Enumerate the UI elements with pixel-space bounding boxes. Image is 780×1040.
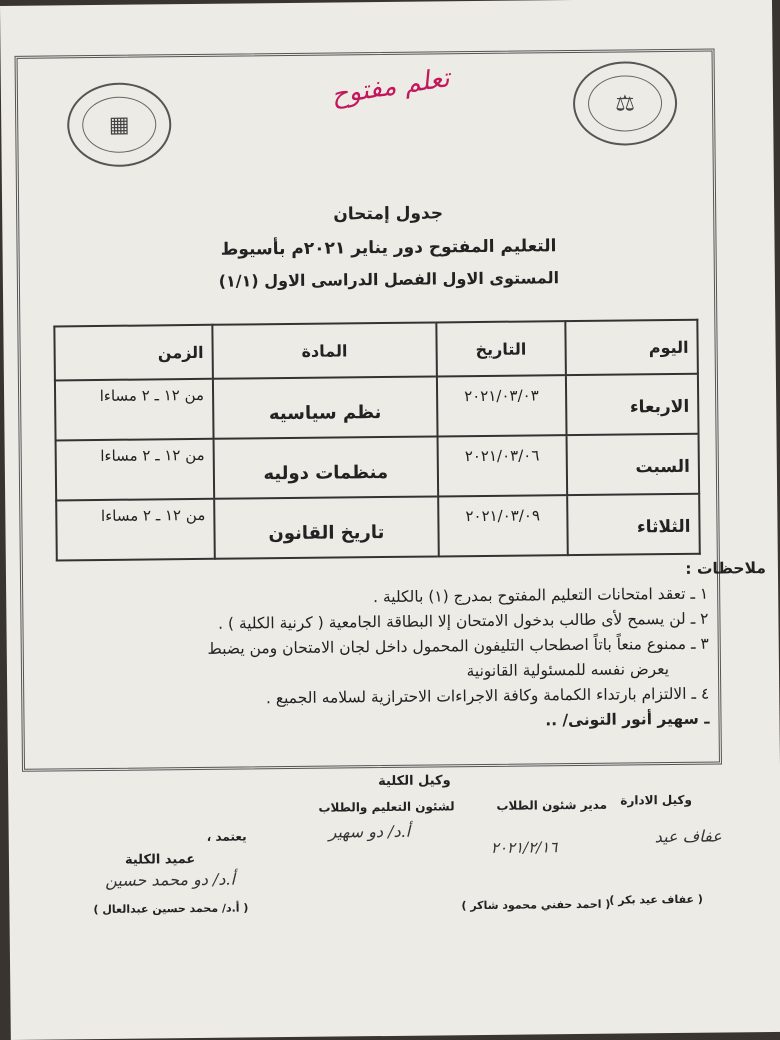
- row-day: الثلاثاء: [636, 516, 691, 538]
- row-time: من ١٢ ـ ٢ مساءا: [99, 385, 205, 405]
- approved-label: يعتمد ،: [206, 829, 247, 844]
- header-subject: المادة: [212, 322, 436, 378]
- row-date: ٢٠٢١/٠٣/٠٦: [464, 446, 540, 466]
- row-time: من ١٢ ـ ٢ مساءا: [100, 445, 205, 465]
- table-row: [55, 374, 699, 441]
- dean-name: ( أ.د/ محمد حسين عبدالعال ): [93, 901, 249, 917]
- building-icon: ▦: [82, 96, 157, 153]
- row-subject: تاريخ القانون: [268, 522, 385, 545]
- dean-title: عميد الكلية: [124, 852, 196, 868]
- note-item: ـ سهير أنور التونى/ ..: [545, 709, 710, 730]
- row-day: السبت: [635, 456, 690, 478]
- vice-dean-title: وكيل الكلية: [378, 773, 451, 790]
- note-item: ١ ـ تعقد امتحانات التعليم المفتوح بمدرج (١) بالكلية .: [372, 584, 709, 607]
- row-subject: نظم سياسيه: [268, 402, 382, 425]
- note-item: ٣ ـ ممنوع منعاً باتاً اصطحاب التليفون المحمول داخل لجان الامتحان ومن يضبط: [207, 634, 709, 658]
- table-row: [56, 494, 700, 561]
- admin-vice-title: وكيل الادارة: [620, 792, 692, 808]
- row-date: ٢٠٢١/٠٣/٠٣: [464, 386, 539, 406]
- row-date: ٢٠٢١/٠٣/٠٩: [465, 506, 541, 526]
- row-subject: منظمات دوليه: [263, 461, 389, 485]
- table-header-row: [54, 320, 698, 381]
- date-signature: ٢٠٢١/٢/١٦: [490, 838, 558, 857]
- note-item: ٤ ـ الالتزام بارتداء الكمامة وكافة الاجراءات الاحترازية لسلامه الجميع .: [265, 684, 710, 708]
- notes-section: [68, 557, 767, 739]
- row-day: الاربعاء: [629, 396, 690, 418]
- row-time: من ١٢ ـ ٢ مساءا: [100, 505, 206, 525]
- notes-heading: ملاحظات :: [685, 559, 767, 578]
- header-time: الزمن: [54, 325, 213, 381]
- note-item: ٢ ـ لن يسمح لأى طالب بدخول الامتحان إلا البطاقة الجامعية ( كرنية الكلية ) .: [217, 609, 709, 633]
- table-row: [56, 434, 700, 501]
- students-director-title: مدير شئون الطلاب: [496, 797, 608, 813]
- header-day: اليوم: [565, 320, 698, 375]
- admin-vice-name: ( عفاف عيد بكر ): [609, 892, 703, 907]
- title-line-2: التعليم المفتوح دور يناير ٢٠٢١م بأسيوط: [220, 236, 557, 260]
- admin-signature: عفاف عيد: [654, 826, 722, 847]
- students-director-name: ( احمد حفني محمود شاكر ): [461, 897, 611, 913]
- dean-signature: أ.د/ دو محمد حسين: [105, 869, 236, 890]
- header-date: التاريخ: [436, 321, 566, 376]
- handwritten-note: تعلم مفتوح: [329, 63, 452, 111]
- exam-schedule-table: [53, 319, 700, 562]
- title-line-3: المستوى الاول الفصل الدراسى الاول (١/١): [218, 268, 560, 291]
- vice-dean-signature: أ.د/ دو سهير: [328, 821, 411, 842]
- vice-dean-subtitle: لشئون التعليم والطلاب: [318, 799, 455, 815]
- note-item: يعرض نفسه للمسئولية القانونية: [466, 660, 670, 681]
- scales-icon: ⚖: [588, 75, 663, 132]
- title-line-1: جدول إمتحان: [333, 203, 444, 225]
